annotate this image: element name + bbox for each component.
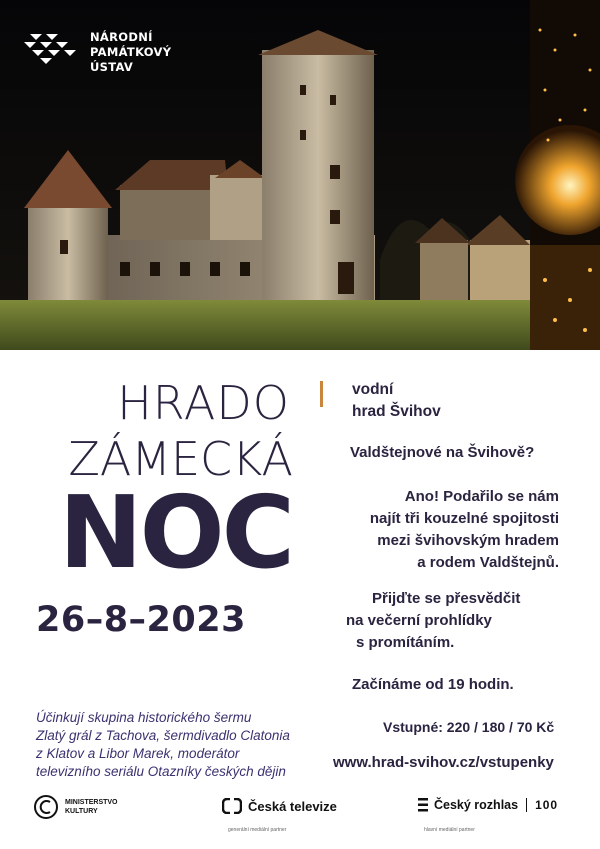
venue [352, 379, 441, 423]
credits-line: Zlatý grál z Tachova, šermdivadlo Clatonia [36, 728, 290, 743]
ministry-name-line: KULTURY [65, 808, 98, 815]
invite-line: Přijďte se přesvědčit [372, 590, 521, 607]
accent-divider [320, 381, 323, 407]
answer-block [344, 486, 559, 574]
cro-note: hlavní mediální partner [424, 827, 475, 833]
answer-line: Ano! Podařilo se nám [404, 488, 559, 505]
npu-name-line: PAMÁTKOVÝ [90, 45, 172, 59]
credits-line: Účinkují skupina historického šermu [36, 710, 252, 725]
tickets-url[interactable]: www.hrad-svihov.cz/vstupenky [333, 754, 554, 771]
npu-logo-icon [20, 30, 80, 66]
credits [36, 709, 290, 781]
invite-line: na večerní prohlídky [346, 612, 492, 629]
ct-note: generální mediální partner [228, 827, 287, 833]
answer-line: mezi švihovským hradem [377, 532, 559, 549]
cro-divider [526, 798, 527, 812]
event-title-line3: NOC [58, 474, 292, 591]
castle-photo [0, 0, 600, 350]
cro-name: Český rozhlas [434, 798, 519, 812]
cro-logo-icon [418, 798, 428, 812]
event-date: 26–8–2023 [36, 600, 246, 640]
ticket-prices: Vstupné: 220 / 180 / 70 Kč [383, 719, 555, 735]
ministry-name-line: MINISTERSTVO [65, 799, 118, 806]
invite-line: s promítáním. [356, 634, 455, 651]
event-title-line1: HRADO [117, 376, 290, 430]
ministry-logo [33, 794, 118, 820]
start-time: Začínáme od 19 hodin. [352, 676, 514, 693]
answer-line: najít tři kouzelné spojitosti [369, 510, 559, 527]
ministry-name [65, 798, 118, 816]
ministry-logo-icon [33, 794, 59, 820]
ct-logo [222, 798, 337, 814]
credits-line: televizního seriálu Otazníky českých dějin [36, 764, 286, 779]
npu-logo [20, 30, 171, 75]
npu-name-line: ÚSTAV [90, 60, 134, 74]
answer-line: a rodem Valdštejnů. [417, 554, 559, 571]
npu-name-line: NÁRODNÍ [90, 30, 153, 44]
cro-logo [418, 798, 558, 812]
cro-badge: 100 [535, 798, 559, 812]
ct-logo-icon [222, 798, 242, 814]
ct-name: Česká televize [248, 798, 337, 814]
credits-line: z Klatov a Libor Marek, moderátor [36, 746, 240, 761]
event-title-line2: ZÁMECKÁ [68, 432, 293, 486]
invite-block [346, 588, 520, 654]
venue-line: hrad Švihov [352, 403, 441, 420]
question: Valdštejnové na Švihově? [350, 444, 535, 461]
npu-name [90, 30, 171, 75]
partners-footer [0, 790, 600, 840]
venue-line: vodní [352, 381, 394, 398]
